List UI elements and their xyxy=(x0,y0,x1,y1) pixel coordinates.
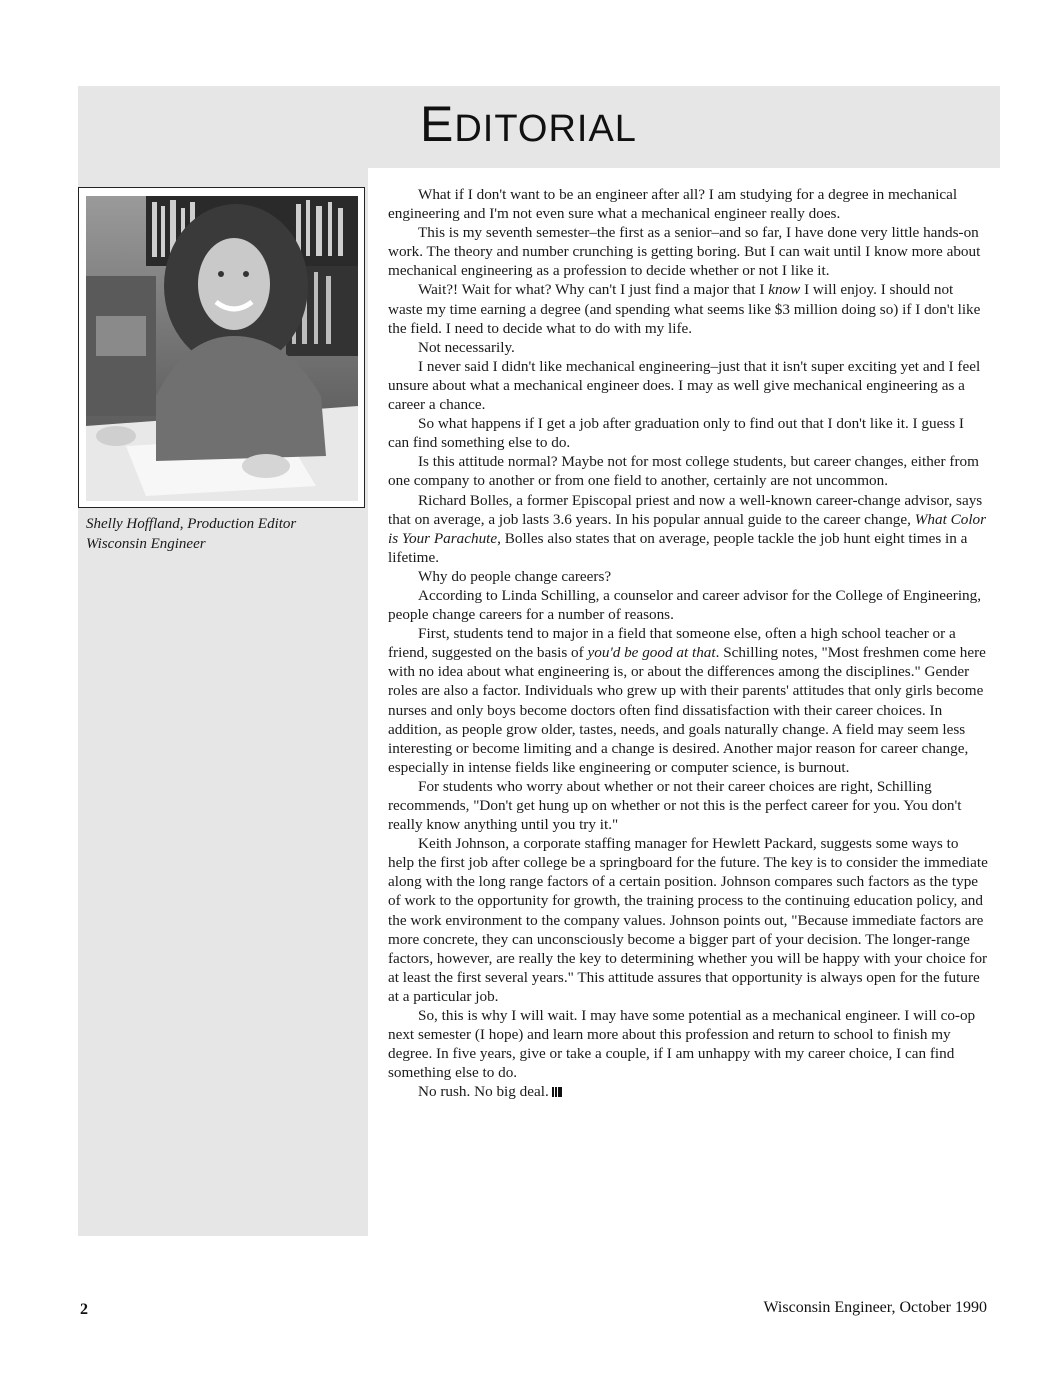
page-number: 2 xyxy=(80,1301,88,1318)
article-paragraph: I never said I didn't like mechanical engineering–just that it isn't super exciting yet and I feel unsure about what a mechanical engineer does. I may as well give mechanical engineering as a career a chance. xyxy=(388,357,981,414)
text-run: Wait?! Wait for what? Why can't I just find a major that I xyxy=(418,281,769,299)
article-paragraph: Keith Johnson, a corporate staffing manager for Hewlett Packard, suggests some ways to help the first job after college be a springboard for the future. The key is to consider the immediate along with the long range factors of a certain position. Johnson compares such factors as the type of work to the opportunity for growth, the training process to the continuing education policy, and the work environment to the company values. Johnson points out, "Because immediate factors are more concrete, they can unconsciously become a bigger part of your decision. The longer-range factors, however, are really the key to determining whether you will be happy with your choice for at least the first several years." This attitude assures that opportunity is always open for the future at a particular job. xyxy=(388,835,988,1005)
article-paragraph: What if I don't want to be an engineer after all? I am studying for a degree in mechanical engineering and I'm not even sure what a mechanical engineer really does. xyxy=(388,186,958,223)
footer-publication: Wisconsin Engineer, October 1990 xyxy=(763,1299,987,1316)
text-run: Richard Bolles, a former Episcopal priest and now a well-known career-change advisor, says that on average, a job lasts 3.6 years. In his popular annual guide to the career change, xyxy=(388,491,983,528)
article-paragraph: So, this is why I will wait. I may have some potential as a mechanical engineer. I will co-op next semester (I hope) and learn more about this profession and return to school to finish my degree. In five years, give or take a couple, if I am unhappy with my career choice, I can find something else to do. xyxy=(388,1007,976,1082)
emphasis-text: you'd be good at that xyxy=(587,644,716,662)
editor-portrait-image xyxy=(86,196,358,501)
page-title xyxy=(420,88,637,165)
editor-photo xyxy=(86,196,358,501)
caption-publication: Wisconsin Engineer xyxy=(86,536,206,552)
editor-photo-frame xyxy=(78,187,365,508)
text-run: . Schilling notes, "Most freshmen come here with no idea about what engineering is, or about the differences among the disciplines." Gender roles are also a factor. Individuals who grew up with their parents' attitudes that only girls become nurses and only boys become doctors often find dissatisfaction with their career choices. In addition, as people grow older, tastes, needs, and goals naturally change. A field may seem less interesting or become limiting and a change is desired. Another major reason for career change, especially in intense fields like engineering or computer science, is burnout. xyxy=(388,644,986,776)
article-paragraph: Not necessarily. xyxy=(418,338,515,356)
article-paragraph: This is my seventh semester–the first as a senior–and so far, I have done very little hands-on work. The theory and number crunching is getting boring. But I can wait until I know more about mechanical engineering as a profession to decide whether or not I like it. xyxy=(388,224,981,280)
end-mark-icon xyxy=(552,1087,562,1097)
article-paragraph xyxy=(388,491,988,567)
article-paragraph: Is this attitude normal? Maybe not for most college students, but career changes, either from one company to another or from one field to another, certainly are not uncommon. xyxy=(388,453,979,490)
title-rest: DITORIAL xyxy=(454,108,637,150)
title-initial: E xyxy=(420,96,455,152)
editorial-article xyxy=(388,185,988,1102)
article-paragraph: So what happens if I get a job after graduation only to find out that I don't like it. I guess I can find something else to do. xyxy=(388,415,964,452)
book-title: What Color is Your Parachute xyxy=(388,510,987,547)
text-run: I will enjoy. I should not waste my time earning a degree (and spending what seems like $3 million doing so) if I don't like the field. I need to decide what to do with my life. xyxy=(388,281,981,337)
text-run: First, students tend to major in a field that someone else, often a high school teacher or a friend, suggested on the basis of xyxy=(388,625,956,662)
photo-caption xyxy=(86,514,356,554)
article-paragraph xyxy=(388,280,988,337)
text-run: No rush. No big deal. xyxy=(418,1083,549,1101)
article-paragraph: For students who worry about whether or not their career choices are right, Schilling recommends, "Don't get hung up on whether or not this is the perfect career for you. You don't really know anything until you try it." xyxy=(388,777,962,834)
article-paragraph: According to Linda Schilling, a counselor and career advisor for the College of Engineering, people change careers for a number of reasons. xyxy=(388,586,982,624)
article-paragraph: Why do people change careers? xyxy=(418,567,612,585)
text-run: , Bolles also states that on average, people tackle the job hunt eight times in a lifetime. xyxy=(388,529,968,566)
caption-name-title: Shelly Hoffland, Production Editor xyxy=(86,516,297,532)
article-paragraph xyxy=(388,1082,988,1101)
emphasis-text: know xyxy=(768,281,801,299)
article-paragraph xyxy=(388,624,988,777)
